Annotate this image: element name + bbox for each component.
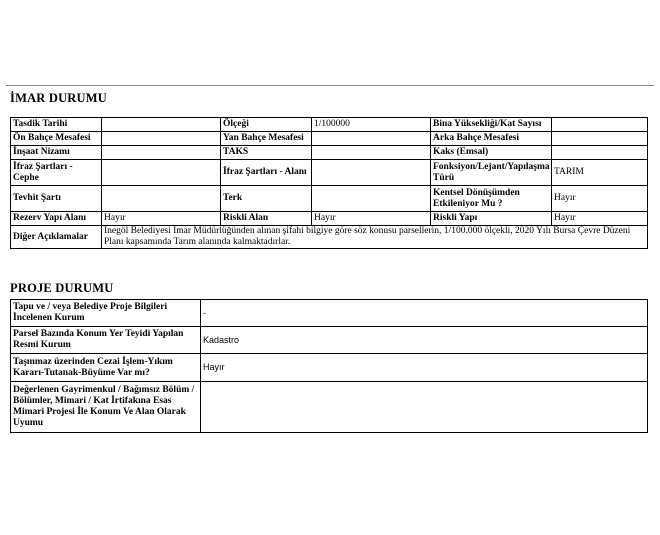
value-fonksiyon: TARIM <box>552 160 648 186</box>
value-incelenen-kurum: - <box>201 300 648 327</box>
label-cezai-islem: Taşınmaz üzerinden Cezai İşlem-Yıkım Kararı-Tutanak-Büyüme Var mı? <box>11 354 201 382</box>
value-insaat-nizami <box>102 146 221 160</box>
value-riskli-yapi: Hayır <box>552 212 648 226</box>
value-yer-teyidi-kurum: Kadastro <box>201 327 648 354</box>
value-tasdik-tarihi <box>102 118 221 132</box>
label-yan-bahce: Yan Bahçe Mesafesi <box>221 132 312 146</box>
value-yan-bahce <box>312 132 431 146</box>
label-tevhit-sarti: Tevhit Şartı <box>11 186 102 212</box>
value-rezerv-yapi: Hayır <box>102 212 221 226</box>
table-row <box>11 186 648 212</box>
value-bina-yuksekligi <box>552 118 648 132</box>
label-riskli-yapi: Riskli Yapı <box>431 212 552 226</box>
label-terk: Terk <box>221 186 312 212</box>
label-insaat-nizami: İnşaat Nizamı <box>11 146 102 160</box>
value-ifraz-alani <box>312 160 431 186</box>
label-olcegi: Ölçeği <box>221 118 312 132</box>
top-rule <box>6 85 654 86</box>
label-riskli-alan: Riskli Alan <box>221 212 312 226</box>
value-on-bahce <box>102 132 221 146</box>
imar-durumu-table <box>10 117 648 249</box>
label-ifraz-alani: İfraz Şartları - Alanı <box>221 160 312 186</box>
label-arka-bahce: Arka Bahçe Mesafesi <box>431 132 552 146</box>
table-row <box>11 300 648 327</box>
value-olcegi: 1/100000 <box>312 118 431 132</box>
imar-durumu-heading: İMAR DURUMU <box>10 91 107 105</box>
value-taks <box>312 146 431 160</box>
label-fonksiyon: Fonksiyon/Lejant/Yapılaşma Türü <box>431 160 552 186</box>
table-row <box>11 226 648 249</box>
label-bina-yuksekligi: Bina Yüksekliği/Kat Sayısı <box>431 118 552 132</box>
proje-durumu-table <box>10 299 648 433</box>
value-riskli-alan: Hayır <box>312 212 431 226</box>
label-kentsel-donusum: Kentsel Dönüşümden Etkileniyor Mu ? <box>431 186 552 212</box>
table-row <box>11 327 648 354</box>
value-terk <box>312 186 431 212</box>
label-kaks: Kaks (Emsal) <box>431 146 552 160</box>
label-yer-teyidi-kurum: Parsel Bazında Konum Yer Teyidi Yapılan Resmi Kurum <box>11 327 201 354</box>
value-cezai-islem: Hayır <box>201 354 648 382</box>
label-ifraz-cephe: İfraz Şartları - Cephe <box>11 160 102 186</box>
table-row <box>11 212 648 226</box>
table-row <box>11 354 648 382</box>
value-diger-aciklamalar: İnegöl Belediyesi İmar Müdürlüğünden alınan şifahi bilgiye göre söz konusu parsellerin, 1/100.000 ölçekli, 2020 Yılı Bursa Çevre Düzeni Planı kapsamında Tarım alanında kalmaktadırlar. <box>102 226 648 249</box>
table-row <box>11 146 648 160</box>
label-incelenen-kurum: Tapu ve / veya Belediye Proje Bilgileri İncelenen Kurum <box>11 300 201 327</box>
value-kentsel-donusum: Hayır <box>552 186 648 212</box>
proje-durumu-heading: PROJE DURUMU <box>10 281 114 295</box>
label-diger-aciklamalar: Diğer Açıklamalar <box>11 226 102 249</box>
table-row <box>11 118 648 132</box>
value-arka-bahce <box>552 132 648 146</box>
value-tevhit-sarti <box>102 186 221 212</box>
table-row <box>11 382 648 433</box>
value-kaks <box>552 146 648 160</box>
label-tasdik-tarihi: Tasdik Tarihi <box>11 118 102 132</box>
value-proje-uyumu <box>201 382 648 433</box>
table-row <box>11 132 648 146</box>
label-taks: TAKS <box>221 146 312 160</box>
label-rezerv-yapi: Rezerv Yapı Alanı <box>11 212 102 226</box>
value-ifraz-cephe <box>102 160 221 186</box>
label-on-bahce: Ön Bahçe Mesafesi <box>11 132 102 146</box>
label-proje-uyumu: Değerlenen Gayrimenkul / Bağımsız Bölüm / Bölümler, Mimari / Kat İrtifakına Esas Mimari Projesi İle Konum Ve Alan Olarak Uyumu <box>11 382 201 433</box>
table-row <box>11 160 648 186</box>
